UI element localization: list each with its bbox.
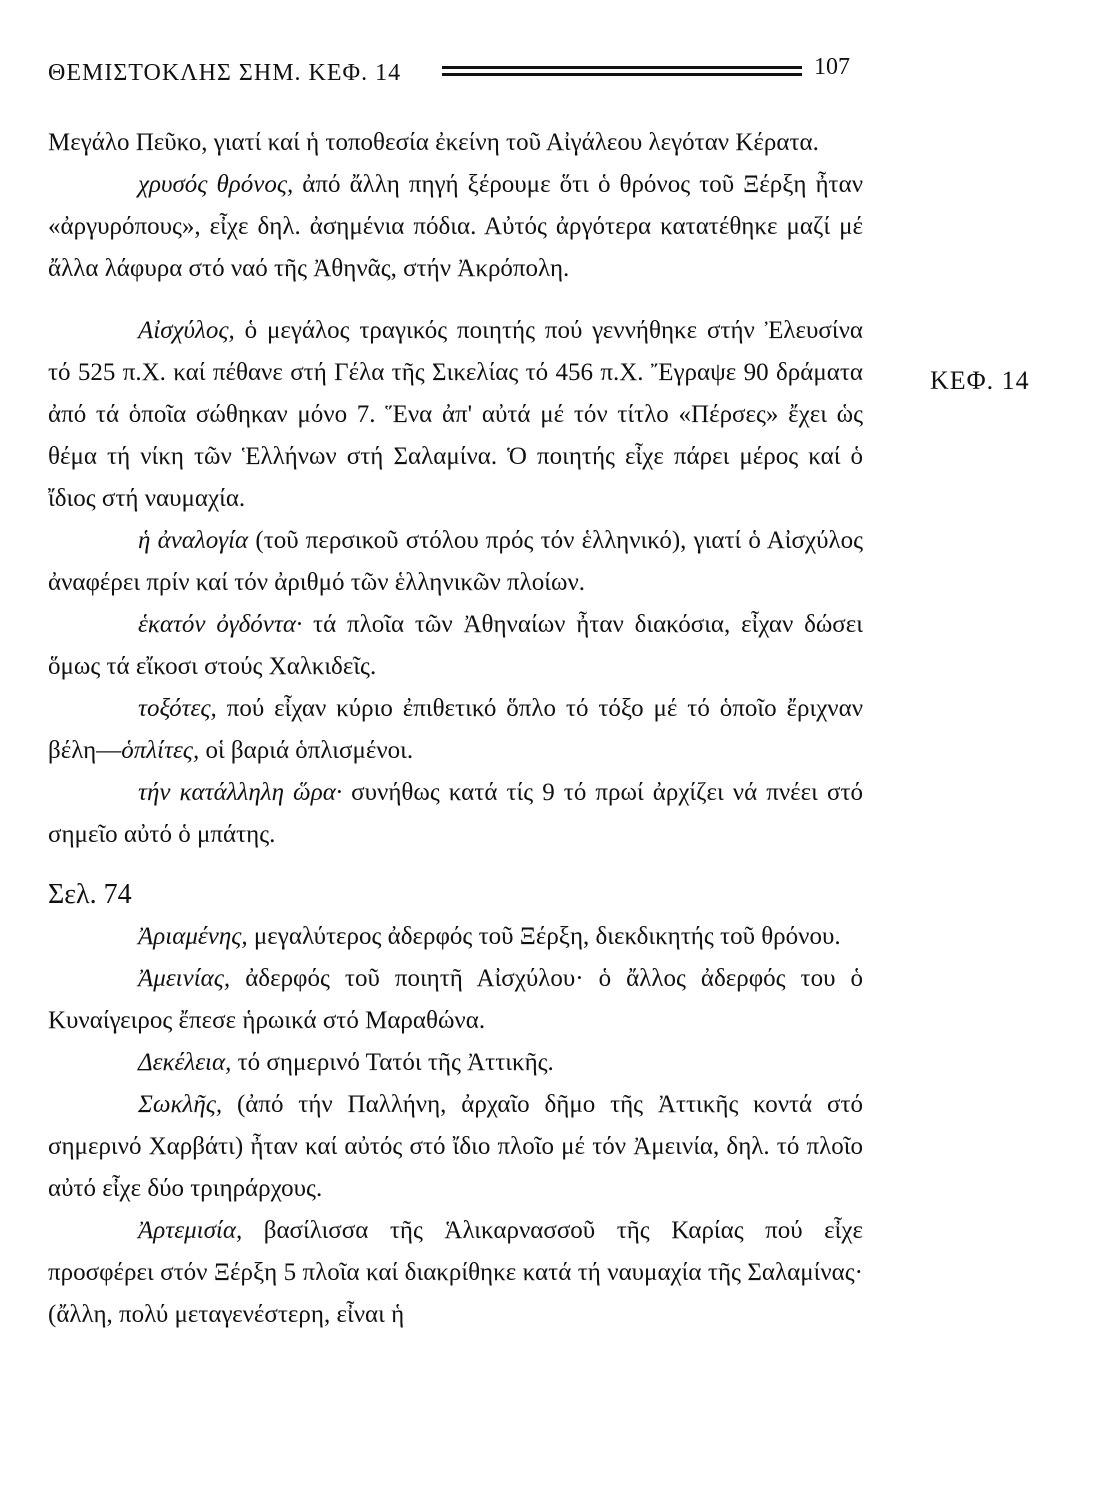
lemma: ἡ ἀναλογία (138, 527, 249, 554)
running-header (48, 52, 868, 96)
note-paragraph (48, 772, 863, 856)
lemma-secondary: ὁπλίτες, (121, 737, 200, 764)
header-double-rule (442, 66, 802, 78)
note-paragraph (48, 164, 863, 290)
note-paragraph (48, 688, 863, 772)
lemma: τοξότες, (138, 695, 217, 722)
lemma: τήν κατάλληλη ὥρα· (138, 779, 343, 806)
section-heading: Σελ. 74 (48, 879, 132, 910)
note-text: τά πλοῖα τῶν Ἀθηναίων ἦταν διακόσια, εἶχαν δώσει ὅμως τά εἴκοσι στούς Χαλκιδεῖς. (48, 611, 864, 680)
running-title: ΘΕΜΙΣΤΟΚΛΗΣ ΣΗΜ. ΚΕΦ. 14 (48, 60, 402, 86)
note-text: πού εἶχαν κύριο ἐπιθετικό ὅπλο τό τόξο μέ τό ὁποῖο ἔριχναν βέλη— (48, 695, 863, 764)
note-text: ἀδερφός τοῦ ποιητῆ Αἰσχύλου· ὁ ἄλλος ἀδερφός του ὁ Κυναίγειρος ἔπεσε ἡρωικά στό Μαραθώνα. (48, 965, 863, 1034)
lemma: Ἀμεινίας, (138, 965, 231, 992)
lemma: Αἰσχύλος, (138, 317, 235, 344)
lemma: Σωκλῆς, (138, 1091, 223, 1118)
note-text: ὁ μεγάλος τραγικός ποιητής πού γεννήθηκε στήν Ἐλευσίνα τό 525 π.Χ. καί πέθανε στή Γέλα τῆς Σικελίας τό 456 π.Χ. Ἔγραψε 90 δράματα ἀπό τά ὁποῖα σώθηκαν μόνο 7. Ἕνα ἀπ' αὐτά μέ τόν τίτλο «Πέρσες» ἔχει ὡς θέμα τή νίκη τῶν Ἑλλήνων στή Σαλαμίνα. Ὁ ποιητής εἶχε πάρει μέρος καί ὁ ἴδιος στή ναυμαχία. (48, 317, 863, 512)
header-rule-upper (442, 66, 802, 69)
note-text-secondary: οἱ βαριά ὁπλισμένοι. (199, 737, 414, 764)
note-paragraph (48, 958, 863, 1042)
note-paragraph (48, 1084, 863, 1210)
lemma: χρυσός θρόνος, (138, 171, 294, 198)
lemma: ἑκατόν ὀγδόντα· (138, 611, 303, 638)
lemma: Ἀριαμένης, (138, 923, 248, 950)
paragraph-text: Μεγάλο Πεῦκο, γιατί καί ἡ τοποθεσία ἐκείνη τοῦ Αἰγάλεου λεγόταν Κέρατα. (48, 129, 819, 156)
note-text: (τοῦ περσικοῦ στόλου πρός τόν ἑλληνικό), γιατί ὁ Αἰσχύλος ἀναφέρει πρίν καί τόν ἀριθμό τῶν ἑλληνικῶν πλοίων. (48, 527, 863, 596)
note-text: (ἀπό τήν Παλλήνη, ἀρχαῖο δῆμο τῆς Ἀττικῆς κοντά στό σημερινό Χαρβάτι) ἦταν καί αὐτός στό ἴδιο πλοῖο μέ τόν Ἀμεινία, δηλ. τό πλοῖο αὐτό εἶχε δύο τριηράρχους. (48, 1091, 863, 1202)
note-text: συνήθως κατά τίς 9 τό πρωί ἀρχίζει νά πνέει στό σημεῖο αὐτό ὁ μπάτης. (48, 779, 863, 848)
paragraph (48, 122, 863, 164)
lemma: Δεκέλεια, (138, 1049, 232, 1076)
note-text: μεγαλύτερος ἀδερφός τοῦ Ξέρξη, διεκδικητής τοῦ θρόνου. (247, 923, 841, 950)
note-paragraph (48, 1042, 863, 1084)
note-paragraph (48, 520, 863, 604)
lemma: Ἀρτεμισία, (138, 1217, 243, 1244)
note-text: ἀπό ἄλλη πηγή ξέρουμε ὅτι ὁ θρόνος τοῦ Ξέρξη ἦταν «ἀργυρόπους», εἶχε δηλ. ἀσημένια πόδια. Αὐτός ἀργότερα κατατέθηκε μαζί μέ ἄλλα λάφυρα στό ναό τῆς Ἀθηνᾶς, στήν Ἀκρόπολη. (48, 171, 863, 282)
margin-note: ΚΕΦ. 14 (930, 366, 1030, 395)
note-text: τό σημερινό Τατόι τῆς Ἀττικῆς. (231, 1049, 554, 1076)
note-paragraph (48, 604, 863, 688)
page-number: 107 (814, 54, 850, 80)
note-text: βασίλισσα τῆς Ἁλικαρνασσοῦ τῆς Καρίας πού εἶχε προσφέρει στόν Ξέρξη 5 πλοῖα καί διακρίθηκε κατά τή ναυμαχία τῆς Σαλαμίνας· (ἄλλη, πολύ μεταγενέστερη, εἶναι ἡ (48, 1217, 863, 1328)
note-paragraph (48, 916, 863, 958)
note-paragraph (48, 1210, 863, 1336)
note-paragraph (48, 310, 863, 520)
body-text (48, 122, 863, 1336)
header-rule-lower (442, 73, 802, 76)
